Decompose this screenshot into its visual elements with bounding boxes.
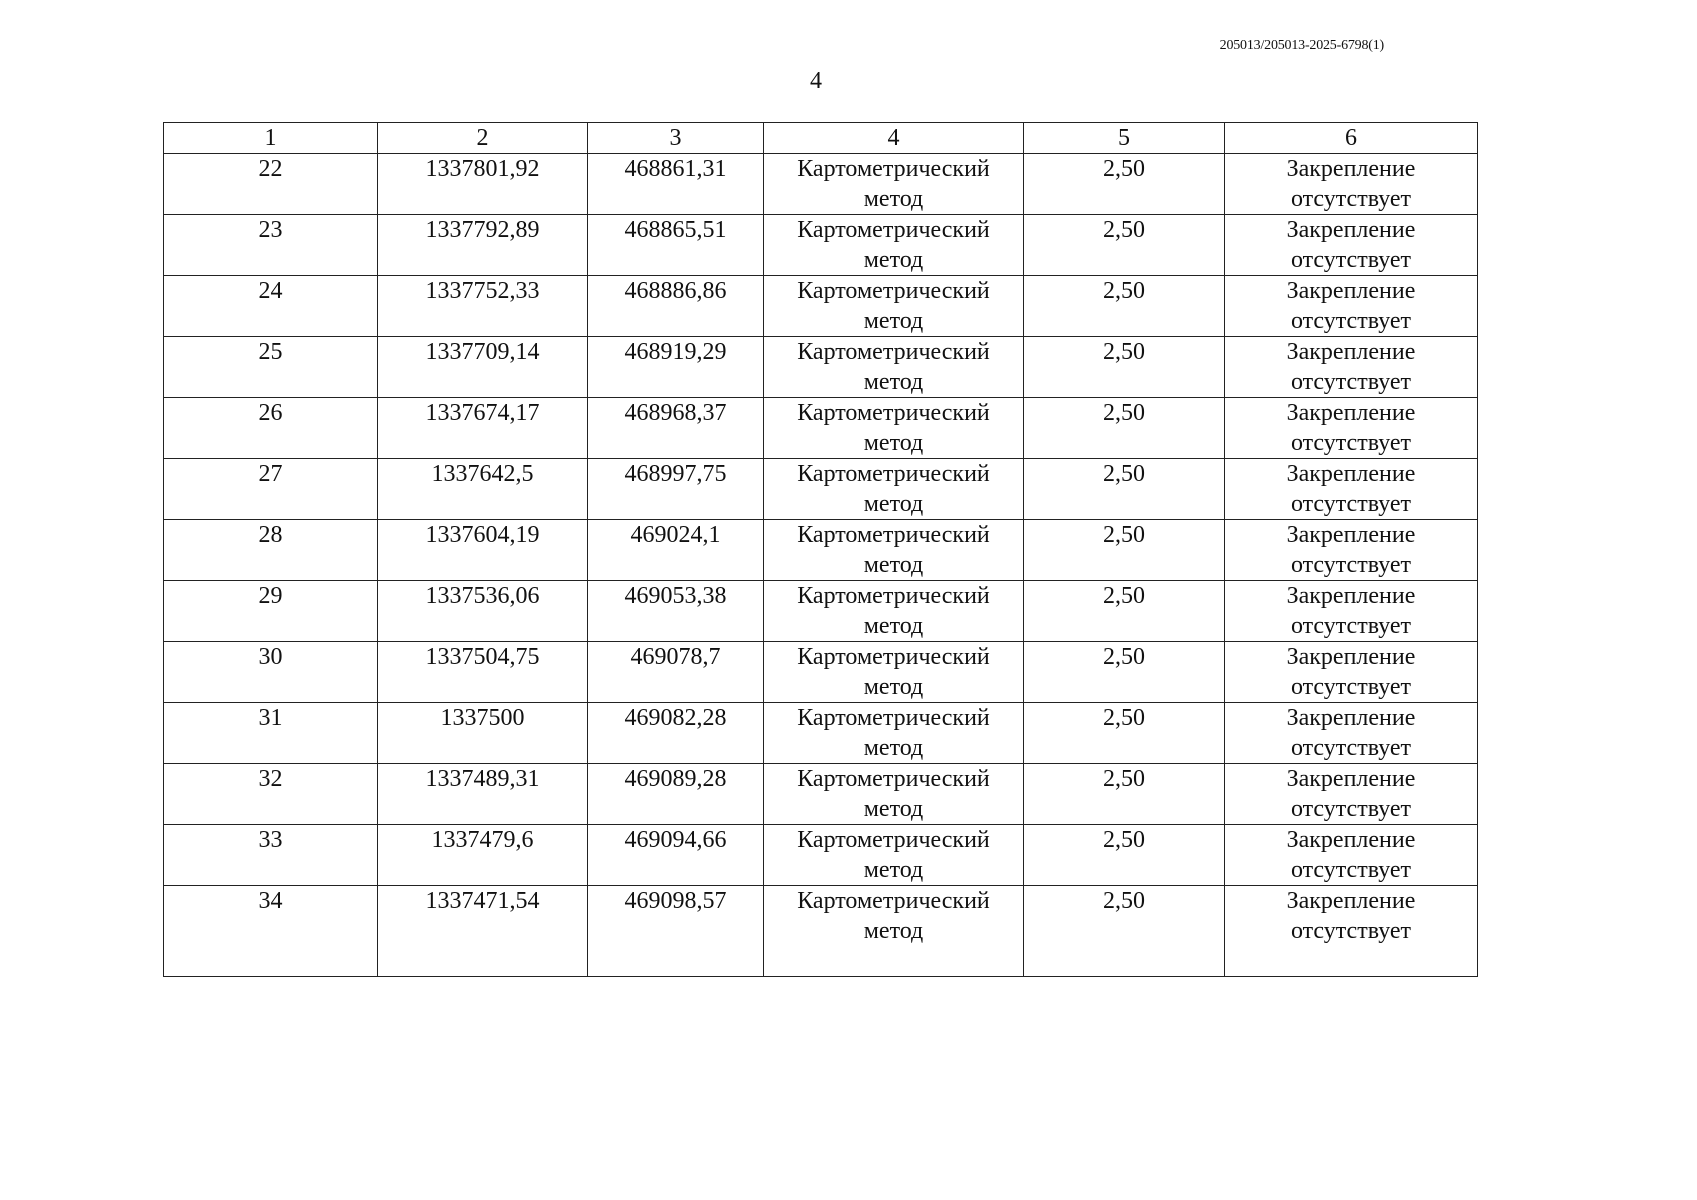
cell-text: 1337792,89 [425, 217, 540, 243]
cell-text: 2,50 [1103, 461, 1145, 487]
cell-text: метод [863, 430, 924, 456]
cell-text: Картометрический [797, 156, 990, 182]
cell-text: отсутствует [1290, 430, 1412, 456]
cell-text: отсутствует [1290, 552, 1412, 578]
cell-text: 2,50 [1103, 644, 1145, 670]
cell-text: метод [863, 735, 924, 761]
cell-text: 468919,29 [624, 339, 727, 365]
cell-text: Картометрический [797, 583, 990, 609]
cell-text: Закрепление [1286, 461, 1416, 487]
y-coordinate-cell [588, 154, 764, 215]
table-body [164, 154, 1478, 977]
cell-text: 23 [258, 217, 283, 243]
table-row [164, 398, 1478, 459]
accuracy-cell [1024, 337, 1225, 398]
cell-text: Картометрический [797, 400, 990, 426]
x-coordinate-cell [378, 276, 588, 337]
cell-text: Закрепление [1286, 827, 1416, 853]
point-number-cell [164, 886, 378, 977]
method-cell [764, 825, 1024, 886]
cell-text: 33 [258, 827, 283, 853]
point-number-cell [164, 825, 378, 886]
method-cell [764, 886, 1024, 977]
cell-text: Закрепление [1286, 339, 1416, 365]
table-header-row [164, 123, 1478, 154]
cell-text: 1337504,75 [425, 644, 540, 670]
table-row [164, 886, 1478, 977]
cell-text: 28 [258, 522, 283, 548]
x-coordinate-cell [378, 459, 588, 520]
document-registration-number: 205013/205013-2025-6798(1) [1219, 38, 1384, 53]
cell-text: Закрепление [1286, 644, 1416, 670]
fixation-cell [1225, 337, 1478, 398]
column-header: 1 [164, 123, 378, 154]
cell-text: Закрепление [1286, 766, 1416, 792]
fixation-cell [1225, 703, 1478, 764]
cell-text: 34 [258, 888, 283, 914]
cell-text: Закрепление [1286, 888, 1416, 914]
fixation-cell [1225, 642, 1478, 703]
cell-text: 1337479,6 [431, 827, 534, 853]
x-coordinate-cell [378, 642, 588, 703]
accuracy-cell [1024, 520, 1225, 581]
fixation-cell [1225, 154, 1478, 215]
table-row [164, 825, 1478, 886]
method-cell [764, 642, 1024, 703]
method-cell [764, 276, 1024, 337]
column-header: 5 [1024, 123, 1225, 154]
table-row [164, 520, 1478, 581]
accuracy-cell [1024, 764, 1225, 825]
cell-text: 1337500 [440, 705, 525, 731]
cell-text: 1337801,92 [425, 156, 540, 182]
fixation-cell [1225, 459, 1478, 520]
x-coordinate-cell [378, 154, 588, 215]
coordinates-table [163, 122, 1478, 977]
page-number: 4 [810, 68, 822, 94]
cell-text: метод [863, 186, 924, 212]
cell-text: 2,50 [1103, 888, 1145, 914]
cell-text: 1337604,19 [425, 522, 540, 548]
cell-text: Картометрический [797, 644, 990, 670]
y-coordinate-cell [588, 520, 764, 581]
cell-text: Картометрический [797, 461, 990, 487]
cell-text: Картометрический [797, 827, 990, 853]
table-row [164, 459, 1478, 520]
cell-text: 26 [258, 400, 283, 426]
fixation-cell [1225, 520, 1478, 581]
y-coordinate-cell [588, 764, 764, 825]
point-number-cell [164, 459, 378, 520]
x-coordinate-cell [378, 703, 588, 764]
accuracy-cell [1024, 703, 1225, 764]
cell-text: отсутствует [1290, 857, 1412, 883]
cell-text: Картометрический [797, 705, 990, 731]
method-cell [764, 764, 1024, 825]
table-row [164, 764, 1478, 825]
cell-text: отсутствует [1290, 491, 1412, 517]
accuracy-cell [1024, 459, 1225, 520]
method-cell [764, 398, 1024, 459]
column-header: 3 [588, 123, 764, 154]
cell-text: отсутствует [1290, 674, 1412, 700]
x-coordinate-cell [378, 337, 588, 398]
cell-text: Картометрический [797, 278, 990, 304]
cell-text: 469098,57 [624, 888, 727, 914]
cell-text: 1337536,06 [425, 583, 540, 609]
table-row [164, 581, 1478, 642]
cell-text: метод [863, 552, 924, 578]
cell-text: Закрепление [1286, 156, 1416, 182]
cell-text: Картометрический [797, 522, 990, 548]
cell-text: 2,50 [1103, 766, 1145, 792]
cell-text: Закрепление [1286, 400, 1416, 426]
cell-text: метод [863, 613, 924, 639]
cell-text: 22 [258, 156, 283, 182]
cell-text: отсутствует [1290, 613, 1412, 639]
cell-text: 2,50 [1103, 522, 1145, 548]
table-row [164, 215, 1478, 276]
y-coordinate-cell [588, 703, 764, 764]
cell-text: метод [863, 674, 924, 700]
accuracy-cell [1024, 825, 1225, 886]
cell-text: отсутствует [1290, 369, 1412, 395]
cell-text: Картометрический [797, 339, 990, 365]
fixation-cell [1225, 276, 1478, 337]
cell-text: метод [863, 918, 924, 944]
point-number-cell [164, 520, 378, 581]
cell-text: Закрепление [1286, 278, 1416, 304]
cell-text: Картометрический [797, 217, 990, 243]
cell-text: 32 [258, 766, 283, 792]
cell-text: отсутствует [1290, 796, 1412, 822]
cell-text: 469053,38 [624, 583, 727, 609]
column-header: 2 [378, 123, 588, 154]
table-row [164, 642, 1478, 703]
fixation-cell [1225, 886, 1478, 977]
cell-text: 2,50 [1103, 217, 1145, 243]
fixation-cell [1225, 215, 1478, 276]
x-coordinate-cell [378, 886, 588, 977]
method-cell [764, 703, 1024, 764]
cell-text: 2,50 [1103, 400, 1145, 426]
point-number-cell [164, 337, 378, 398]
y-coordinate-cell [588, 459, 764, 520]
y-coordinate-cell [588, 581, 764, 642]
table-row [164, 337, 1478, 398]
y-coordinate-cell [588, 337, 764, 398]
cell-text: 1337752,33 [425, 278, 540, 304]
x-coordinate-cell [378, 825, 588, 886]
method-cell [764, 520, 1024, 581]
method-cell [764, 154, 1024, 215]
cell-text: 469089,28 [624, 766, 727, 792]
fixation-cell [1225, 825, 1478, 886]
cell-text: метод [863, 369, 924, 395]
cell-text: 1337489,31 [425, 766, 540, 792]
y-coordinate-cell [588, 276, 764, 337]
accuracy-cell [1024, 886, 1225, 977]
cell-text: Картометрический [797, 888, 990, 914]
fixation-cell [1225, 764, 1478, 825]
cell-text: 468997,75 [624, 461, 727, 487]
point-number-cell [164, 215, 378, 276]
cell-text: 2,50 [1103, 278, 1145, 304]
cell-text: 469078,7 [630, 644, 721, 670]
cell-text: 1337642,5 [431, 461, 534, 487]
cell-text: метод [863, 308, 924, 334]
cell-text: 27 [258, 461, 283, 487]
x-coordinate-cell [378, 520, 588, 581]
table-row [164, 703, 1478, 764]
cell-text: 1337709,14 [425, 339, 540, 365]
cell-text: Закрепление [1286, 583, 1416, 609]
cell-text: 469094,66 [624, 827, 727, 853]
accuracy-cell [1024, 276, 1225, 337]
cell-text: 25 [258, 339, 283, 365]
column-header: 6 [1225, 123, 1478, 154]
cell-text: 24 [258, 278, 283, 304]
y-coordinate-cell [588, 886, 764, 977]
y-coordinate-cell [588, 398, 764, 459]
x-coordinate-cell [378, 581, 588, 642]
cell-text: 469082,28 [624, 705, 727, 731]
cell-text: 2,50 [1103, 339, 1145, 365]
cell-text: 29 [258, 583, 283, 609]
cell-text: 2,50 [1103, 705, 1145, 731]
cell-text: 1337471,54 [425, 888, 540, 914]
cell-text: 30 [258, 644, 283, 670]
x-coordinate-cell [378, 764, 588, 825]
cell-text: метод [863, 247, 924, 273]
table-row [164, 154, 1478, 215]
fixation-cell [1225, 398, 1478, 459]
point-number-cell [164, 642, 378, 703]
y-coordinate-cell [588, 642, 764, 703]
column-header: 4 [764, 123, 1024, 154]
accuracy-cell [1024, 154, 1225, 215]
cell-text: 1337674,17 [425, 400, 540, 426]
cell-text: Картометрический [797, 766, 990, 792]
point-number-cell [164, 276, 378, 337]
point-number-cell [164, 581, 378, 642]
cell-text: 469024,1 [630, 522, 721, 548]
method-cell [764, 581, 1024, 642]
y-coordinate-cell [588, 215, 764, 276]
method-cell [764, 215, 1024, 276]
cell-text: 2,50 [1103, 827, 1145, 853]
x-coordinate-cell [378, 398, 588, 459]
accuracy-cell [1024, 581, 1225, 642]
cell-text: метод [863, 857, 924, 883]
accuracy-cell [1024, 642, 1225, 703]
cell-text: отсутствует [1290, 735, 1412, 761]
point-number-cell [164, 154, 378, 215]
cell-text: отсутствует [1290, 247, 1412, 273]
cell-text: 31 [258, 705, 283, 731]
point-number-cell [164, 703, 378, 764]
fixation-cell [1225, 581, 1478, 642]
cell-text: 2,50 [1103, 156, 1145, 182]
cell-text: 468968,37 [624, 400, 727, 426]
cell-text: 468861,31 [624, 156, 727, 182]
method-cell [764, 459, 1024, 520]
cell-text: Закрепление [1286, 217, 1416, 243]
cell-text: отсутствует [1290, 308, 1412, 334]
table-row [164, 276, 1478, 337]
method-cell [764, 337, 1024, 398]
cell-text: метод [863, 491, 924, 517]
cell-text: Закрепление [1286, 522, 1416, 548]
cell-text: отсутствует [1290, 186, 1412, 212]
x-coordinate-cell [378, 215, 588, 276]
cell-text: 2,50 [1103, 583, 1145, 609]
cell-text: отсутствует [1290, 918, 1412, 944]
cell-text: метод [863, 796, 924, 822]
y-coordinate-cell [588, 825, 764, 886]
cell-text: Закрепление [1286, 705, 1416, 731]
point-number-cell [164, 398, 378, 459]
point-number-cell [164, 764, 378, 825]
cell-text: 468886,86 [624, 278, 727, 304]
cell-text: 468865,51 [624, 217, 727, 243]
accuracy-cell [1024, 215, 1225, 276]
accuracy-cell [1024, 398, 1225, 459]
